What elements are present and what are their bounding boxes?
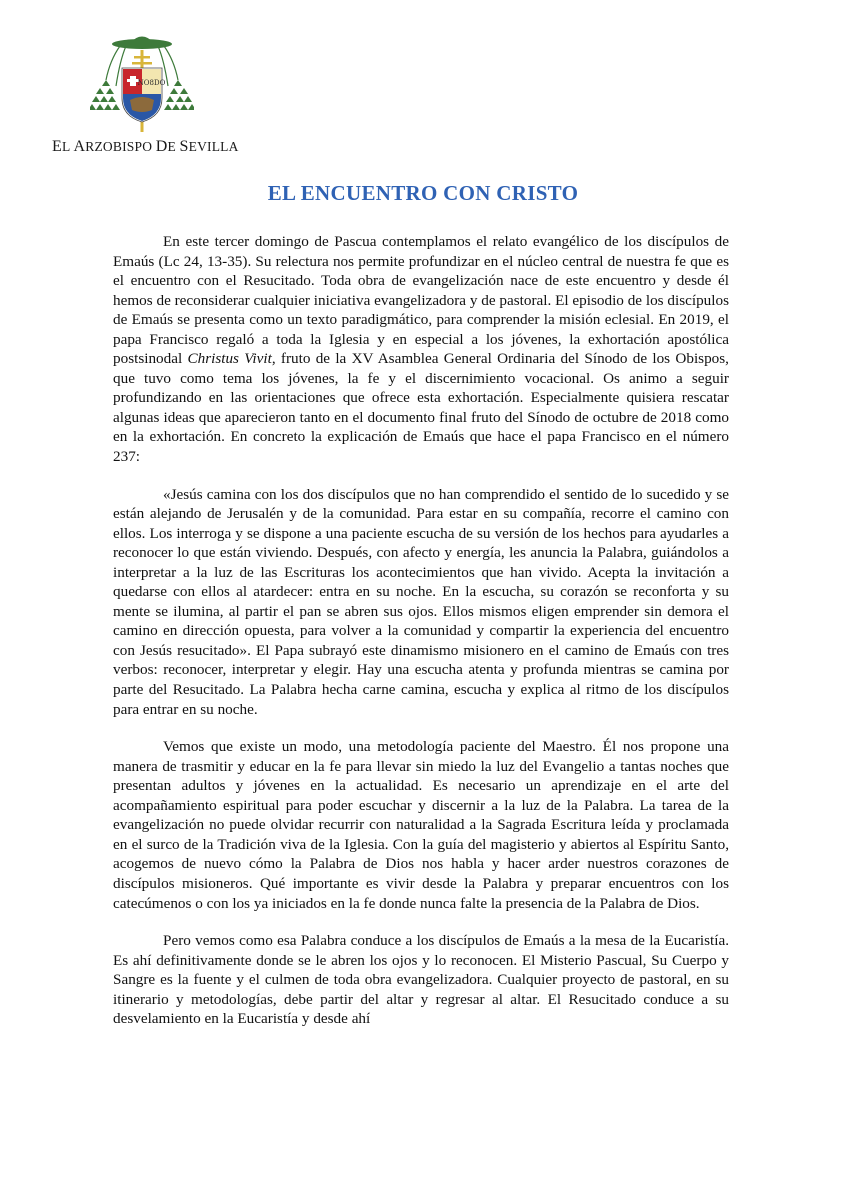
paragraph-1: En este tercer domingo de Pascua contemplamos el relato evangélico de los discípulos de Emaús (Lc 24, 13-35). Su relectura nos permite profundizar en el núcleo central de nuestra fe que es el encuentro con el Resucitado. Toda obra de evangelización nace de este encuentro y desde él hemos de reconsiderar cualquier iniciativa evangelizadora y de pastoral. El episodio de los discípulos de Emaús se presenta como un texto paradigmático, para comprender la misión eclesial. En 2019, el papa Francisco regaló a toda la Iglesia y en especial a los jóvenes, la exhortación apostólica postsinodal Christus Vivit, fruto de la XV Asamblea General Ordinaria del Sínodo de los Obispos, que tuvo como tema los jóvenes, la fe y el discernimiento vocacional. Os animo a seguir profundizando en las orientaciones que ofrece esta exhortación. Especialmente quisiera rescatar algunas ideas que aparecieron tanto en el documento final fruto del Sínodo de octubre de 2018 como en la exhortación. En concreto la explicación de Emaús que hace el papa Francisco en el número 237: xyxy=(113,233,729,466)
archbishop-coat-of-arms-icon xyxy=(90,30,194,136)
svg-text:NO8DO: NO8DO xyxy=(137,79,166,87)
document-body xyxy=(113,232,729,1047)
paragraph-4: Pero vemos como esa Palabra conduce a los discípulos de Emaús a la mesa de la Eucaristía. Es ahí definitivamente donde se le abren los ojos y lo reconocen. El Misterio Pascual, Su Cuerpo y Sangre es la fuente y el culmen de toda obra evangelizadora. Cualquier proyecto de pastoral, en su itinerario y metodologías, debe partir del altar y regresar al altar. El Resucitado conduce a su desvelamiento en la Eucaristía y desde ahí xyxy=(113,932,729,1028)
paragraph-2-quote: «Jesús camina con los dos discípulos que no han comprendido el sentido de lo sucedido y se están alejando de Jerusalén y de la comunidad. Para estar en su compañía, recorre el camino con ellos. Los interroga y se dispone a una paciente escucha de su versión de los hechos para ayudarles a reconocer lo que están viviendo. Después, con afecto y energía, les anuncia la Palabra, guiándolos a interpretar a la luz de las Escrituras los acontecimientos que han vivido. Acepta la invitación a quedarse con ellos al atardecer: entra en su noche. En la escucha, su corazón se reconforta y su mente se ilumina, al partir el pan se abren sus ojos. Ellos mismos eligen emprender sin demora el camino en dirección opuesta, para volver a la comunidad y compartir la experiencia del encuentro con Jesús resucitado». El Papa subrayó este dinamismo misionero en el camino de Emaús con tres verbos: reconocer, interpretar y elegir. Hay una escucha atenta y profunda mientras se camina por parte del Resucitado. La Palabra hecha carne camina, escucha y explica al ritmo de los discípulos para entrar en su noche. xyxy=(113,485,729,718)
letterhead xyxy=(52,30,242,160)
italic-title: Christus Vivit xyxy=(187,350,272,368)
paragraph-3: Vemos que existe un modo, una metodología paciente del Maestro. Él nos propone una manera de trasmitir y educar en la fe para llevar sin miedo la luz del Evangelio a tantas noches que presentan adultos y jóvenes en la actualidad. Es necesario un aprendizaje en el arte del acompañamiento espiritual para poder escuchar y discernir a la luz de la Palabra. La tarea de la evangelización no puede olvidar recurrir con naturalidad a la Sagrada Escritura leída y proclamada en el surco de la Tradición viva de la Iglesia. Con la guía del magisterio y abiertos al Espíritu Santo, acogemos de nuevo cómo la Palabra de Dios nos habla y hacer arder nuestros corazones de discípulos misioneros. Qué importante es vivir desde la Palabra y preparar encuentros con los catecúmenos o con los ya iniciados en la fe donde nunca falte la presencia de la Palabra de Dios. xyxy=(113,738,729,912)
document-title: EL ENCUENTRO CON CRISTO xyxy=(267,181,579,205)
org-name: EL ARZOBISPO DE SEVILLA xyxy=(52,138,239,155)
